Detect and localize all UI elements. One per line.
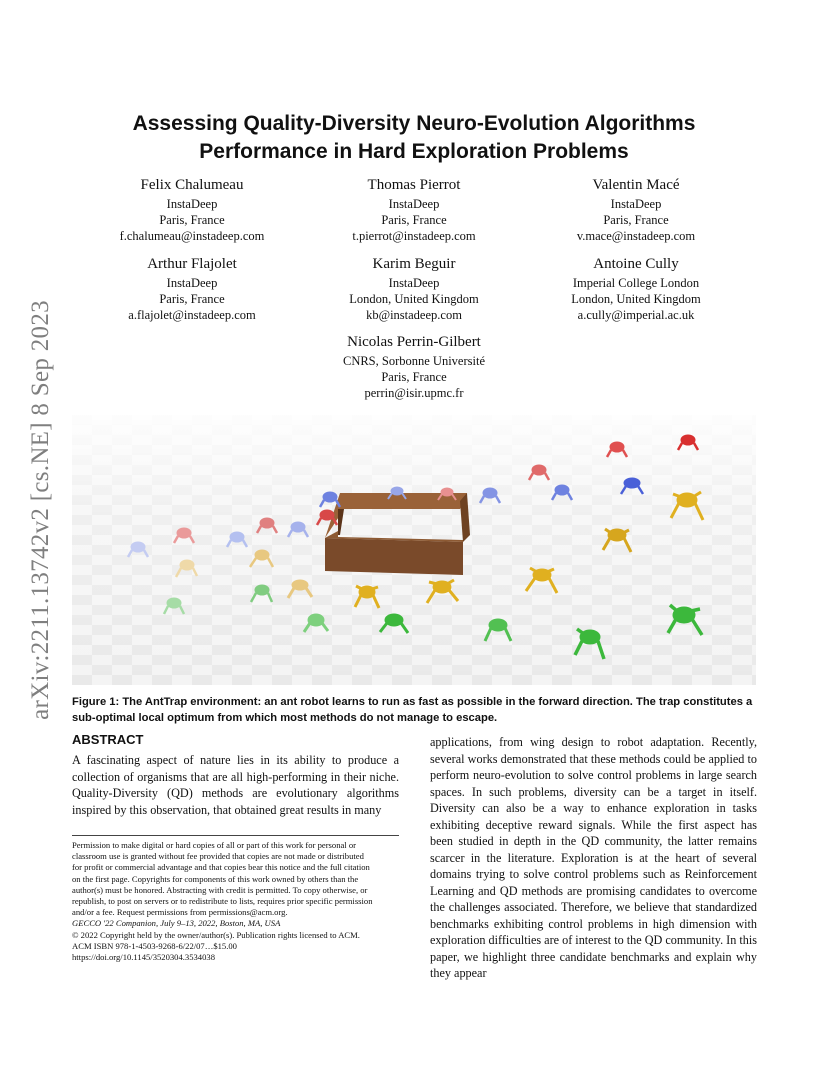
- author-name: Karim Beguir: [372, 256, 456, 272]
- author-location: Paris, France: [381, 370, 447, 384]
- abstract-text-right: applications, from wing design to robot adaptation. Recently, several works demonstrated that these methods could be applied to perform neuro-evolution to solve control problems in large search spaces. In such problems, diversity can be a target in itself. Diversity can also be a way to enhance exploration in tasks exhibiting deceptive reward signals. While the first aspect has been studied in depth in the QD community, the latter remains scarcer in the literature. Exploration is at the heart of several domains trying to solve control problems such as Reinforcement Learning and QD methods are promising candidates to overcome the challenges associated. Therefore, we believe that standardized benchmarks exhibiting control problems in high dimension with exploration difficulties are of interest to the QD community. In this paper, we highlight three candidate benchmarks and explain why they appear: [430, 735, 757, 980]
- author-name: Valentin Macé: [592, 177, 680, 193]
- paper-title: [70, 110, 758, 166]
- author-name: Nicolas Perrin-Gilbert: [347, 334, 481, 350]
- arxiv-identifier: arXiv:2211.13742v2 [cs.NE] 8 Sep 2023: [27, 300, 54, 720]
- author-block: [516, 254, 756, 323]
- doi-link[interactable]: https://doi.org/10.1145/3520304.3534038: [72, 952, 215, 963]
- author-email: t.pierrot@instadeep.com: [352, 229, 476, 243]
- author-name: Arthur Flajolet: [147, 256, 237, 272]
- author-block: [72, 175, 312, 244]
- author-affiliation: InstaDeep: [388, 197, 440, 211]
- author-location: Paris, France: [381, 213, 447, 227]
- arxiv-stamp: [26, 250, 56, 770]
- footnote-line: on the first page. Copyrights for components of this work owned by others than the: [72, 873, 359, 884]
- conference-info: GECCO '22 Companion, July 9–13, 2022, Boston, MA, USA: [72, 918, 281, 929]
- abstract-heading: ABSTRACT: [72, 732, 144, 747]
- author-name: Antoine Cully: [593, 256, 679, 272]
- author-block: [294, 332, 534, 401]
- author-block: [516, 175, 756, 244]
- author-affiliation: InstaDeep: [166, 197, 218, 211]
- permission-footnote: [72, 840, 402, 963]
- author-affiliation: Imperial College London: [572, 276, 700, 290]
- author-location: Paris, France: [159, 213, 225, 227]
- footnote-line: for profit or commercial advantage and that copies bear this notice and the full citation: [72, 862, 370, 873]
- figure-caption: Figure 1: The AntTrap environment: an ant robot learns to run as fast as possible in the forward direction. The trap constitutes a sub-optimal local optimum from which most methods do not manage to escape.: [72, 696, 753, 724]
- author-email: perrin@isir.upmc.fr: [364, 386, 464, 400]
- anttrap-figure: [72, 415, 756, 685]
- footnote-line: Permission to make digital or hard copies of all or part of this work for personal or: [72, 840, 357, 850]
- anttrap-render: [72, 415, 756, 685]
- author-location: Paris, France: [159, 292, 225, 306]
- title-line-2: Performance in Hard Exploration Problems: [199, 140, 629, 163]
- title-line-1: Assessing Quality-Diversity Neuro-Evolution Algorithms: [132, 112, 696, 135]
- footnote-line: classroom use is granted without fee provided that copies are not made or distributed: [72, 851, 364, 862]
- abstract-text-left: A fascinating aspect of nature lies in its ability to produce a collection of organisms that are all high-performing in their niche. Quality-Diversity (QD) methods are evolutionary algorithms inspired by this observation, that obtained great results in many: [72, 753, 399, 817]
- author-email: kb@instadeep.com: [366, 308, 462, 322]
- author-block: [294, 254, 534, 323]
- author-location: Paris, France: [603, 213, 669, 227]
- author-affiliation: InstaDeep: [610, 197, 662, 211]
- author-affiliation: InstaDeep: [388, 276, 440, 290]
- footnote-rule: [72, 835, 399, 836]
- author-block: [294, 175, 534, 244]
- author-block: [72, 254, 312, 323]
- author-name: Thomas Pierrot: [367, 177, 461, 193]
- footnote-line: author(s) must be honored. Abstracting with credit is permitted. To copy otherwise, or: [72, 884, 368, 895]
- author-email: a.flajolet@instadeep.com: [128, 308, 256, 322]
- footnote-line: and/or a fee. Request permissions from permissions@acm.org.: [72, 907, 288, 918]
- author-location: London, United Kingdom: [349, 292, 479, 306]
- author-affiliation: InstaDeep: [166, 276, 218, 290]
- author-location: London, United Kingdom: [571, 292, 701, 306]
- author-email: f.chalumeau@instadeep.com: [119, 229, 265, 243]
- isbn-line: ACM ISBN 978-1-4503-9268-6/22/07…$15.00: [72, 940, 237, 951]
- footnote-line: republish, to post on servers or to redistribute to lists, requires prior specific permission: [72, 896, 373, 907]
- author-name: Felix Chalumeau: [140, 177, 244, 193]
- author-affiliation: CNRS, Sorbonne Université: [342, 354, 485, 368]
- copyright-line: © 2022 Copyright held by the owner/author(s). Publication rights licensed to ACM.: [72, 929, 360, 940]
- author-email: a.cully@imperial.ac.uk: [577, 308, 695, 322]
- author-email: v.mace@instadeep.com: [576, 229, 696, 243]
